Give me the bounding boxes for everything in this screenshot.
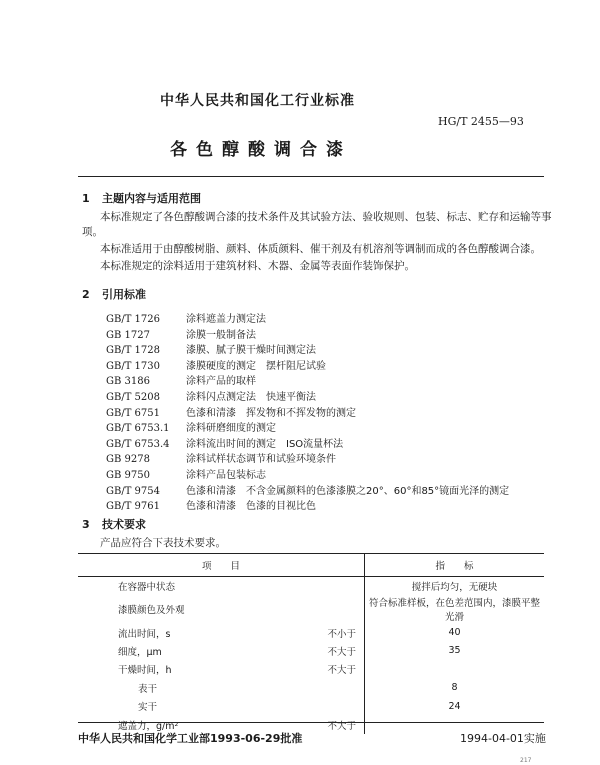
section-3-intro: 产品应符合下表技术要求。: [100, 537, 226, 549]
header-spec: 指 标: [365, 554, 545, 577]
technical-requirements-table: [78, 553, 544, 734]
list-item: [106, 328, 509, 344]
list-item: [106, 452, 509, 468]
ref-title: 涂料闪点测定法 快速平衡法: [186, 391, 316, 403]
row-item: 实干: [138, 702, 158, 714]
list-item: [106, 468, 509, 484]
row-condition: [292, 679, 365, 697]
list-item: [106, 374, 509, 390]
section-1-para-1-cont: 项。: [82, 226, 103, 238]
ref-title: 涂膜一般制备法: [186, 329, 256, 341]
ref-title: 色漆和清漆 挥发物和不挥发物的测定: [186, 407, 356, 419]
section-2-number: 2: [82, 288, 90, 301]
ref-code: GB/T 6751: [106, 407, 161, 419]
standard-code: HG/T 2455—93: [438, 115, 524, 128]
ref-title: 涂料流出时间的测定 ISO流量杯法: [186, 438, 344, 450]
ref-code: GB 9750: [106, 469, 150, 481]
section-1-para-3: 本标准规定的涂料适用于建筑材料、木器、金属等表面作装饰保护。: [100, 260, 415, 272]
list-item: [106, 343, 509, 359]
ref-code: GB/T 5208: [106, 391, 161, 403]
ref-title: 漆膜硬度的测定 摆杆阻尼试验: [186, 360, 326, 372]
document-title: 各色醇酸调合漆: [170, 140, 352, 160]
list-item: [106, 359, 509, 375]
table-row: [78, 679, 544, 697]
row-item: 漆膜颜色及外观: [118, 605, 185, 617]
approval-line: 中华人民共和国化学工业部1993-06-29批准: [78, 732, 303, 745]
row-item: 表干: [138, 683, 158, 695]
list-item: [106, 437, 509, 453]
ref-code: GB 9278: [106, 454, 150, 466]
row-value: 40: [448, 627, 461, 639]
row-value: [365, 660, 545, 678]
row-condition: [292, 577, 365, 596]
section-3-number: 3: [82, 518, 90, 531]
footer-rule: [78, 722, 544, 723]
ref-code: GB 1727: [106, 329, 150, 341]
page-number: 217: [520, 757, 532, 764]
section-1-heading: [82, 190, 201, 206]
list-item: [106, 484, 509, 500]
section-1-title: 主题内容与适用范围: [102, 192, 201, 205]
table-header-row: [78, 554, 544, 577]
row-condition: 不大于: [292, 642, 365, 660]
referenced-standards-list: [106, 312, 509, 515]
ref-title: 涂料试样状态调节和试验环境条件: [186, 454, 336, 466]
section-3-heading: [82, 516, 146, 532]
ref-code: GB/T 9754: [106, 485, 161, 497]
row-item: 干燥时间，h: [118, 665, 172, 677]
table-row: [78, 642, 544, 660]
list-item: [106, 390, 509, 406]
row-item: 遮盖力，g/m²: [118, 720, 179, 732]
row-condition: 不大于: [292, 715, 365, 733]
row-value: 8: [451, 682, 458, 694]
ref-title: 涂料产品包装标志: [186, 469, 266, 481]
list-item: [106, 312, 509, 328]
ref-title: 漆膜、腻子膜干燥时间测定法: [186, 345, 316, 357]
industry-standard-heading: 中华人民共和国化工行业标准: [160, 93, 355, 109]
ref-code: GB 3186: [106, 376, 150, 388]
ref-title: 色漆和清漆 不含金属颜料的色漆漆膜之20°、60°和85°镜面光泽的测定: [186, 485, 510, 497]
ref-title: 色漆和清漆 色漆的目视比色: [186, 501, 316, 513]
row-condition: [292, 697, 365, 715]
table-row: [78, 577, 544, 596]
row-item: 流出时间，s: [118, 628, 171, 640]
ref-code: GB/T 1728: [106, 345, 161, 357]
ref-title: 涂料产品的取样: [186, 376, 256, 388]
row-value: 24: [448, 700, 461, 712]
ref-code: GB/T 6753.1: [106, 423, 170, 435]
table-row: [78, 660, 544, 678]
row-value: 35: [448, 645, 461, 657]
row-condition: [292, 595, 365, 623]
table-row: [78, 623, 544, 641]
row-value: 符合标准样板，在色差范围内，漆膜平整光滑: [369, 598, 541, 624]
row-item: 细度，μm: [118, 646, 162, 658]
title-rule: [78, 176, 544, 177]
list-item: [106, 406, 509, 422]
section-3-title: 技术要求: [102, 518, 146, 531]
table-row: [78, 595, 544, 623]
section-1-para-2: 本标准适用于由醇酸树脂、颜料、体质颜料、催干剂及有机溶剂等调制而成的各色醇酸调合漆。: [100, 243, 541, 255]
header-item: 项 目: [78, 554, 365, 577]
section-1-number: 1: [82, 192, 90, 205]
row-value: 搅拌后均匀，无硬块: [411, 582, 498, 594]
ref-code: GB/T 6753.4: [106, 438, 170, 450]
list-item: [106, 499, 509, 515]
row-item: 在容器中状态: [118, 582, 176, 594]
row-condition: 不大于: [292, 660, 365, 678]
section-2-title: 引用标准: [102, 288, 146, 301]
section-2-heading: [82, 286, 146, 302]
row-condition: 不小于: [292, 623, 365, 641]
implementation-date: 1994-04-01实施: [460, 732, 546, 745]
list-item: [106, 421, 509, 437]
table-row: [78, 697, 544, 715]
ref-code: GB/T 1730: [106, 360, 161, 372]
ref-code: GB/T 1726: [106, 314, 161, 325]
section-1-para-1: 本标准规定了各色醇酸调合漆的技术条件及其试验方法、验收规则、包装、标志、贮存和运输等事: [100, 211, 552, 223]
ref-code: GB/T 9761: [106, 501, 161, 513]
ref-title: 涂料遮盖力测定法: [186, 314, 266, 325]
ref-title: 涂料研磨细度的测定: [186, 423, 276, 435]
